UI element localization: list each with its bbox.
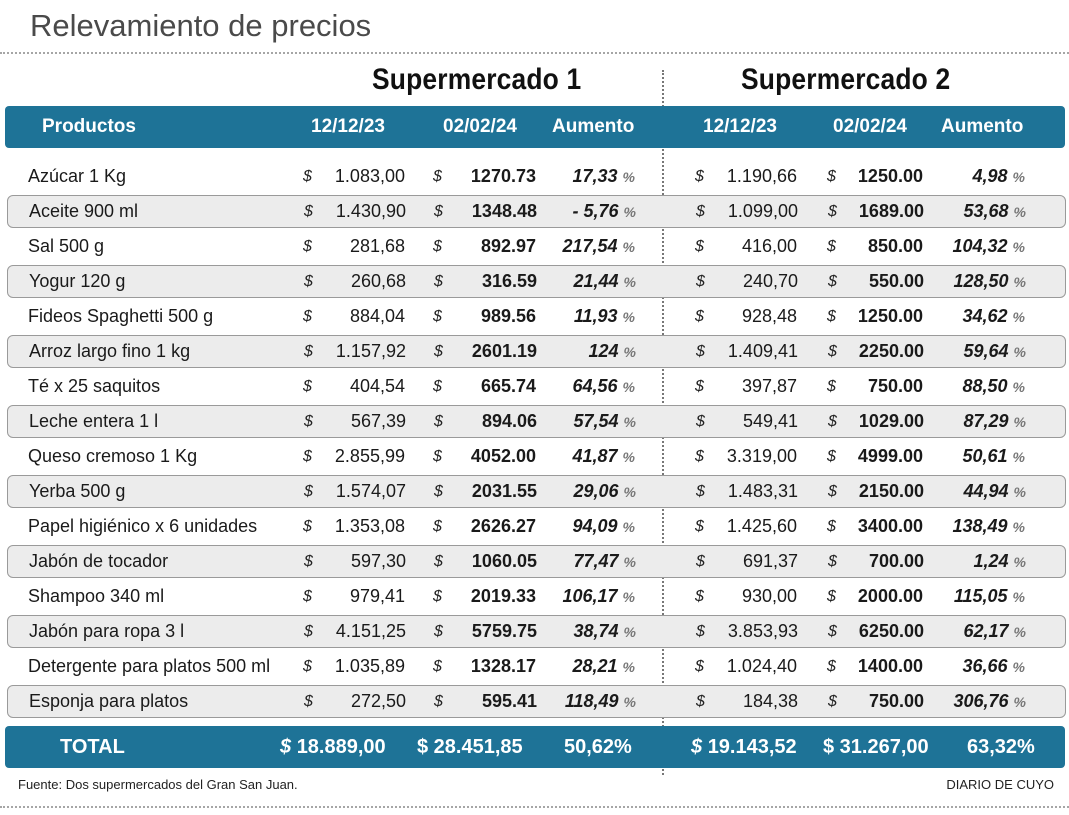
increase-value: - 5,76	[572, 201, 619, 221]
price-dec-2023: 884,04	[349, 306, 405, 326]
increase-value: 36,66	[962, 656, 1008, 676]
currency-symbol: $	[304, 553, 313, 570]
price-feb-2024: 595.41	[481, 691, 537, 711]
increase-value: 306,76	[953, 691, 1009, 711]
product-name: Leche entera 1 l	[29, 411, 159, 431]
price-dec-2023: 1.483,31	[727, 481, 798, 501]
currency-symbol: $	[303, 238, 312, 255]
currency-symbol: $	[696, 273, 705, 290]
total-s1-date2: $ 28.451,85	[417, 736, 523, 758]
increase-value: 28,21	[572, 656, 618, 676]
percent-sign: %	[1013, 344, 1026, 360]
increase-value: 217,54	[562, 236, 618, 256]
price-dec-2023: 1.425,60	[726, 516, 797, 536]
price-dec-2023: 2.855,99	[334, 446, 405, 466]
price-dec-2023: 184,38	[742, 691, 798, 711]
product-name: Papel higiénico x 6 unidades	[28, 516, 258, 536]
percent-sign: %	[622, 309, 635, 325]
price-dec-2023: 240,70	[742, 271, 798, 291]
source-note: Fuente: Dos supermercados del Gran San Juan.	[18, 777, 298, 792]
price-feb-2024: 2031.55	[471, 481, 537, 501]
percent-sign: %	[1013, 554, 1026, 570]
price-feb-2024: 316.59	[481, 271, 537, 291]
price-feb-2024: 892.97	[480, 236, 536, 256]
product-name: Yerba 500 g	[29, 481, 126, 501]
currency-symbol: $	[827, 658, 836, 675]
price-feb-2024: 2150.00	[858, 481, 924, 501]
price-dec-2023: 1.099,00	[727, 201, 798, 221]
total-s2-aumento: 63,32%	[967, 736, 1035, 758]
price-feb-2024: 750.00	[867, 376, 923, 396]
currency-symbol: $	[434, 203, 443, 220]
currency-symbol: $	[303, 378, 312, 395]
price-dec-2023: 1.409,41	[727, 341, 798, 361]
increase-percent	[537, 300, 635, 333]
currency-symbol: $	[828, 483, 837, 500]
increase-percent	[537, 160, 635, 193]
increase-value: 104,32	[952, 236, 1008, 256]
table-row	[7, 545, 1066, 578]
increase-value: 21,44	[573, 271, 619, 291]
currency-symbol: $	[827, 518, 836, 535]
currency-symbol: $	[827, 588, 836, 605]
currency-symbol: $	[304, 343, 313, 360]
percent-sign: %	[1012, 379, 1025, 395]
percent-sign: %	[1013, 694, 1026, 710]
increase-percent	[538, 266, 636, 299]
percent-sign: %	[623, 344, 636, 360]
currency-symbol: $	[695, 238, 704, 255]
increase-value: 94,09	[572, 516, 618, 536]
total-currency-symbol: $	[691, 736, 703, 758]
publisher-credit: DIARIO DE CUYO	[946, 777, 1054, 792]
table-row	[7, 160, 1064, 193]
currency-symbol: $	[695, 448, 704, 465]
increase-percent	[927, 440, 1025, 473]
store-1-title: Supermercado 1	[372, 63, 582, 96]
product-name: Detergente para platos 500 ml	[28, 656, 271, 676]
price-dec-2023: 1.190,66	[726, 166, 797, 186]
percent-sign: %	[623, 414, 636, 430]
currency-symbol: $	[434, 273, 443, 290]
top-dotted-divider	[0, 52, 1069, 54]
currency-symbol: $	[303, 588, 312, 605]
product-name: Jabón para ropa 3 l	[29, 621, 185, 641]
table-row	[7, 475, 1066, 508]
price-dec-2023: 404,54	[349, 376, 405, 396]
percent-sign: %	[1012, 519, 1025, 535]
percent-sign: %	[1012, 309, 1025, 325]
increase-percent	[538, 336, 636, 369]
store-2-title: Supermercado 2	[741, 63, 951, 96]
increase-percent	[928, 546, 1026, 579]
currency-symbol: $	[696, 203, 705, 220]
currency-symbol: $	[433, 378, 442, 395]
price-feb-2024: 6250.00	[858, 621, 924, 641]
total-currency-s1	[280, 726, 386, 768]
percent-sign: %	[623, 484, 636, 500]
increase-percent	[928, 476, 1026, 509]
currency-symbol: $	[434, 483, 443, 500]
price-feb-2024: 4052.00	[470, 446, 536, 466]
price-feb-2024: 1029.00	[858, 411, 924, 431]
table-row	[7, 300, 1064, 333]
price-dec-2023: 549,41	[742, 411, 798, 431]
increase-value: 34,62	[962, 306, 1008, 326]
header-s2-date1: 12/12/23	[703, 116, 777, 137]
increase-percent	[928, 406, 1026, 439]
currency-symbol: $	[303, 168, 312, 185]
price-feb-2024: 4999.00	[857, 446, 923, 466]
currency-symbol: $	[696, 693, 705, 710]
increase-value: 29,06	[573, 481, 619, 501]
header-s2-aumento: Aumento	[941, 116, 1024, 137]
price-dec-2023: 1.430,90	[335, 201, 406, 221]
product-name: Fideos Spaghetti 500 g	[28, 306, 214, 326]
currency-symbol: $	[696, 553, 705, 570]
price-feb-2024: 1328.17	[470, 656, 536, 676]
increase-value: 50,61	[962, 446, 1008, 466]
price-feb-2024: 2019.33	[470, 586, 536, 606]
increase-value: 59,64	[963, 341, 1009, 361]
price-dec-2023: 272,50	[350, 691, 406, 711]
percent-sign: %	[623, 624, 636, 640]
currency-symbol: $	[696, 623, 705, 640]
increase-value: 64,56	[572, 376, 618, 396]
table-row	[7, 685, 1066, 718]
currency-symbol: $	[696, 483, 705, 500]
product-name: Sal 500 g	[28, 236, 105, 256]
price-dec-2023: 416,00	[741, 236, 797, 256]
increase-percent	[928, 616, 1026, 649]
increase-percent	[538, 406, 636, 439]
currency-symbol: $	[828, 623, 837, 640]
increase-value: 87,29	[963, 411, 1009, 431]
increase-percent	[928, 686, 1026, 719]
increase-percent	[537, 580, 635, 613]
percent-sign: %	[1012, 589, 1025, 605]
currency-symbol: $	[433, 658, 442, 675]
price-dec-2023: 691,37	[742, 551, 798, 571]
increase-value: 88,50	[962, 376, 1008, 396]
total-s2-date2: $ 31.267,00	[823, 736, 929, 758]
increase-value: 128,50	[953, 271, 1009, 291]
currency-symbol: $	[303, 308, 312, 325]
currency-symbol: $	[433, 518, 442, 535]
increase-percent	[928, 196, 1026, 229]
price-feb-2024: 1250.00	[857, 166, 923, 186]
price-feb-2024: 1250.00	[857, 306, 923, 326]
table-row	[7, 230, 1064, 263]
price-dec-2023: 567,39	[350, 411, 406, 431]
price-feb-2024: 850.00	[867, 236, 923, 256]
increase-percent	[537, 440, 635, 473]
currency-symbol: $	[434, 623, 443, 640]
price-feb-2024: 2601.19	[471, 341, 537, 361]
price-dec-2023: 1.157,92	[335, 341, 406, 361]
increase-percent	[928, 336, 1026, 369]
percent-sign: %	[1012, 169, 1025, 185]
currency-symbol: $	[304, 483, 313, 500]
increase-value: 38,74	[573, 621, 619, 641]
percent-sign: %	[1013, 414, 1026, 430]
percent-sign: %	[1013, 274, 1026, 290]
price-dec-2023: 1.574,07	[335, 481, 406, 501]
increase-percent	[538, 686, 636, 719]
currency-symbol: $	[827, 448, 836, 465]
product-name: Azúcar 1 Kg	[28, 166, 127, 186]
price-dec-2023: 1.083,00	[334, 166, 405, 186]
price-dec-2023: 3.853,93	[727, 621, 798, 641]
currency-symbol: $	[696, 413, 705, 430]
price-feb-2024: 1400.00	[857, 656, 923, 676]
total-s2-date1: 19.143,52	[707, 736, 797, 758]
table-row	[7, 335, 1066, 368]
table-row	[7, 580, 1064, 613]
increase-percent	[537, 230, 635, 263]
currency-symbol: $	[828, 693, 837, 710]
table-row	[7, 195, 1066, 228]
percent-sign: %	[623, 204, 636, 220]
currency-symbol: $	[828, 413, 837, 430]
percent-sign: %	[623, 274, 636, 290]
currency-symbol: $	[695, 588, 704, 605]
increase-value: 106,17	[562, 586, 618, 606]
price-dec-2023: 930,00	[741, 586, 797, 606]
currency-symbol: $	[695, 658, 704, 675]
product-name: Jabón de tocador	[29, 551, 169, 571]
percent-sign: %	[623, 694, 636, 710]
increase-value: 41,87	[572, 446, 618, 466]
table-header	[5, 106, 1065, 148]
increase-percent	[927, 230, 1025, 263]
price-dec-2023: 1.024,40	[726, 656, 797, 676]
currency-symbol: $	[828, 343, 837, 360]
price-feb-2024: 1348.48	[471, 201, 537, 221]
percent-sign: %	[622, 239, 635, 255]
price-feb-2024: 2000.00	[857, 586, 923, 606]
price-feb-2024: 2250.00	[858, 341, 924, 361]
price-feb-2024: 2626.27	[470, 516, 536, 536]
price-feb-2024: 1270.73	[470, 166, 536, 186]
increase-percent	[927, 510, 1025, 543]
product-name: Queso cremoso 1 Kg	[28, 446, 198, 466]
product-name: Arroz largo fino 1 kg	[29, 341, 191, 361]
increase-value: 57,54	[573, 411, 619, 431]
increase-value: 53,68	[963, 201, 1009, 221]
currency-symbol: $	[433, 238, 442, 255]
table-row	[7, 510, 1064, 543]
total-currency-s2	[691, 726, 797, 768]
price-feb-2024: 3400.00	[857, 516, 923, 536]
price-dec-2023: 281,68	[349, 236, 405, 256]
header-s1-date1: 12/12/23	[311, 116, 385, 137]
header-s1-date2: 02/02/24	[443, 116, 517, 137]
increase-percent	[927, 650, 1025, 683]
currency-symbol: $	[696, 343, 705, 360]
increase-percent	[927, 160, 1025, 193]
total-row	[5, 726, 1065, 768]
increase-percent	[538, 196, 636, 229]
increase-percent	[538, 476, 636, 509]
price-feb-2024: 1060.05	[471, 551, 537, 571]
price-dec-2023: 397,87	[741, 376, 797, 396]
increase-value: 44,94	[963, 481, 1009, 501]
currency-symbol: $	[827, 308, 836, 325]
percent-sign: %	[622, 449, 635, 465]
currency-symbol: $	[433, 168, 442, 185]
increase-value: 115,05	[953, 586, 1008, 606]
increase-percent	[537, 510, 635, 543]
product-name: Esponja para platos	[29, 691, 189, 711]
currency-symbol: $	[303, 658, 312, 675]
increase-value: 77,47	[573, 551, 619, 571]
increase-value: 138,49	[952, 516, 1008, 536]
increase-value: 118,49	[564, 691, 619, 711]
currency-symbol: $	[695, 378, 704, 395]
increase-value: 11,93	[573, 306, 618, 326]
price-feb-2024: 894.06	[481, 411, 537, 431]
percent-sign: %	[1012, 449, 1025, 465]
currency-symbol: $	[695, 168, 704, 185]
currency-symbol: $	[827, 238, 836, 255]
header-s1-aumento: Aumento	[552, 116, 635, 137]
price-dec-2023: 260,68	[350, 271, 406, 291]
increase-percent	[538, 616, 636, 649]
increase-value: 1,24	[973, 551, 1009, 571]
percent-sign: %	[1013, 484, 1026, 500]
total-s1-date1: 18.889,00	[296, 736, 386, 758]
price-feb-2024: 989.56	[480, 306, 536, 326]
currency-symbol: $	[828, 273, 837, 290]
percent-sign: %	[623, 554, 636, 570]
percent-sign: %	[1012, 659, 1025, 675]
currency-symbol: $	[304, 413, 313, 430]
currency-symbol: $	[433, 448, 442, 465]
price-dec-2023: 1.035,89	[334, 656, 405, 676]
total-s1-aumento: 50,62%	[564, 736, 632, 758]
currency-symbol: $	[695, 308, 704, 325]
total-label: TOTAL	[60, 736, 125, 758]
currency-symbol: $	[304, 623, 313, 640]
currency-symbol: $	[304, 693, 313, 710]
product-name: Té x 25 saquitos	[28, 376, 161, 396]
percent-sign: %	[622, 589, 635, 605]
price-feb-2024: 5759.75	[471, 621, 537, 641]
percent-sign: %	[1013, 204, 1026, 220]
increase-percent	[537, 650, 635, 683]
bottom-dotted-divider	[0, 806, 1069, 808]
currency-symbol: $	[434, 693, 443, 710]
percent-sign: %	[622, 519, 635, 535]
price-dec-2023: 597,30	[350, 551, 406, 571]
increase-value: 4,98	[972, 166, 1008, 186]
currency-symbol: $	[434, 343, 443, 360]
price-dec-2023: 979,41	[349, 586, 405, 606]
price-feb-2024: 665.74	[480, 376, 536, 396]
increase-percent	[538, 546, 636, 579]
product-name: Yogur 120 g	[29, 271, 126, 291]
product-name: Shampoo 340 ml	[28, 586, 165, 606]
currency-symbol: $	[303, 518, 312, 535]
price-feb-2024: 750.00	[868, 691, 924, 711]
price-dec-2023: 928,48	[741, 306, 797, 326]
increase-value: 17,33	[572, 166, 618, 186]
currency-symbol: $	[304, 203, 313, 220]
currency-symbol: $	[433, 308, 442, 325]
table-row	[7, 265, 1066, 298]
currency-symbol: $	[303, 448, 312, 465]
increase-percent	[927, 370, 1025, 403]
total-currency-symbol: $	[280, 736, 292, 758]
currency-symbol: $	[828, 553, 837, 570]
header-s2-date2: 02/02/24	[833, 116, 907, 137]
currency-symbol: $	[434, 413, 443, 430]
page-title: Relevamiento de precios	[30, 8, 372, 43]
percent-sign: %	[622, 169, 635, 185]
increase-percent	[927, 580, 1025, 613]
percent-sign: %	[622, 379, 635, 395]
header-productos: Productos	[42, 116, 136, 137]
table-row	[7, 440, 1064, 473]
price-dec-2023: 3.319,00	[726, 446, 797, 466]
price-dec-2023: 1.353,08	[334, 516, 405, 536]
increase-percent	[927, 300, 1025, 333]
price-feb-2024: 700.00	[868, 551, 924, 571]
currency-symbol: $	[433, 588, 442, 605]
increase-value: 62,17	[963, 621, 1009, 641]
currency-symbol: $	[695, 518, 704, 535]
price-feb-2024: 1689.00	[858, 201, 924, 221]
percent-sign: %	[1013, 624, 1026, 640]
percent-sign: %	[622, 659, 635, 675]
currency-symbol: $	[827, 378, 836, 395]
currency-symbol: $	[827, 168, 836, 185]
increase-value: 124	[588, 341, 619, 361]
percent-sign: %	[1012, 239, 1025, 255]
currency-symbol: $	[304, 273, 313, 290]
price-feb-2024: 550.00	[868, 271, 924, 291]
table-row	[7, 650, 1064, 683]
table-row	[7, 615, 1066, 648]
table-row	[7, 405, 1066, 438]
currency-symbol: $	[828, 203, 837, 220]
currency-symbol: $	[434, 553, 443, 570]
increase-percent	[537, 370, 635, 403]
table-row	[7, 370, 1064, 403]
price-dec-2023: 4.151,25	[335, 621, 406, 641]
increase-percent	[928, 266, 1026, 299]
product-name: Aceite 900 ml	[29, 201, 139, 221]
